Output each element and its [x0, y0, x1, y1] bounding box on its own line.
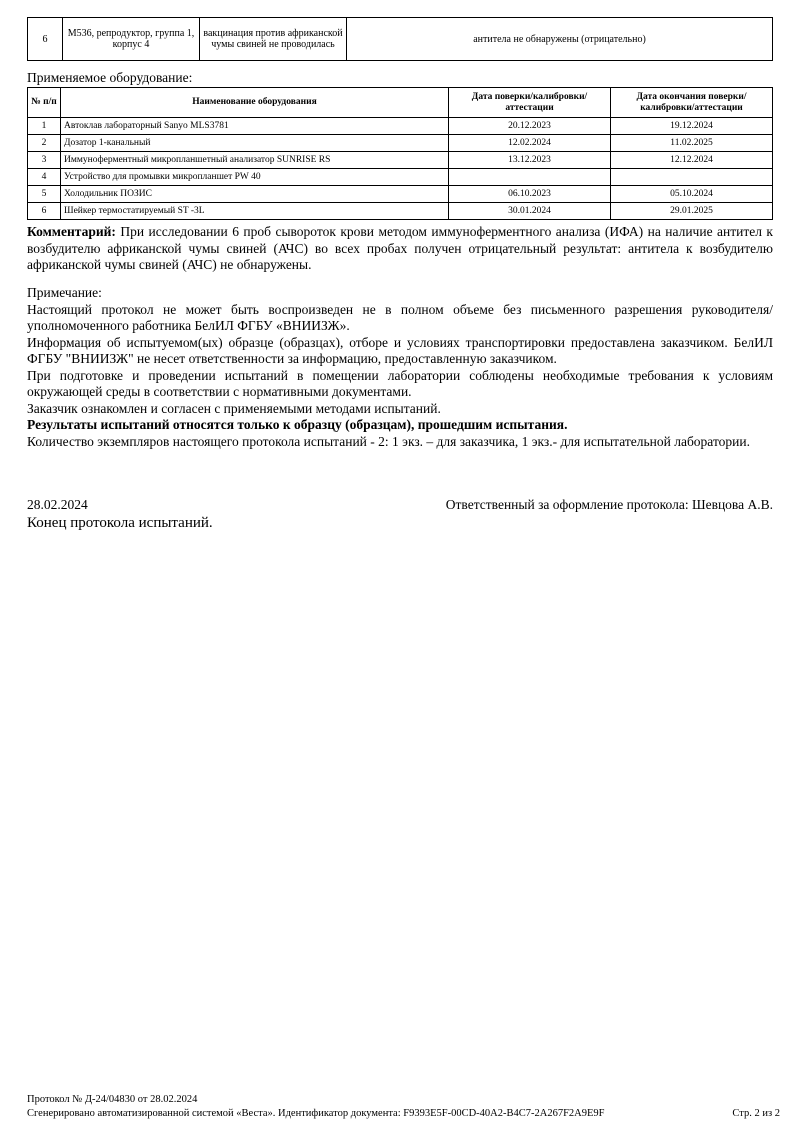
- page-number: Стр. 2 из 2: [732, 1108, 780, 1119]
- sample-name: М536, репродуктор, группа 1, корпус 4: [63, 18, 200, 61]
- equipment-name: Автоклав лабораторный Sanyo MLS3781: [61, 118, 449, 135]
- header-check-date: Дата поверки/калибровки/аттестации: [449, 88, 611, 118]
- header-num: № п/п: [28, 88, 61, 118]
- note-environment: При подготовке и проведении испытаний в помещении лаборатории соблюдены необходимые требования к условиям окружающей среды в соответствии с нормативными документами.: [27, 367, 773, 399]
- signature-date: 28.02.2024: [27, 497, 88, 512]
- header-name: Наименование оборудования: [61, 88, 449, 118]
- table-row: [28, 152, 773, 169]
- equipment-name: Устройство для промывки микропланшет PW 40: [61, 169, 449, 186]
- equipment-num: 5: [28, 186, 61, 203]
- equipment-end-date: 05.10.2024: [611, 186, 773, 203]
- test-result: антитела не обнаружены (отрицательно): [347, 18, 773, 61]
- equipment-end-date: 12.12.2024: [611, 152, 773, 169]
- result-table: [27, 17, 773, 61]
- equipment-header-row: [28, 88, 773, 118]
- end-of-protocol: Конец протокола испытаний.: [27, 515, 213, 531]
- equipment-num: 4: [28, 169, 61, 186]
- note-methods: Заказчик ознакомлен и согласен с применяемыми методами испытаний.: [27, 400, 441, 416]
- table-row: [28, 18, 773, 61]
- table-row: [28, 135, 773, 152]
- equipment-end-date: 19.12.2024: [611, 118, 773, 135]
- equipment-num: 6: [28, 203, 61, 220]
- equipment-check-date: 12.02.2024: [449, 135, 611, 152]
- equipment-table: [27, 87, 773, 220]
- sample-number: 6: [28, 18, 63, 61]
- equipment-name: Холодильник ПОЗИС: [61, 186, 449, 203]
- equipment-end-date: 29.01.2025: [611, 203, 773, 220]
- equipment-check-date: 13.12.2023: [449, 152, 611, 169]
- note-sample-info: Информация об испытуемом(ых) образце (образцах), отборе и условиях транспортировки предоставлена заказчиком. БелИЛ ФГБУ "ВНИИЗЖ" не несет ответственности за информацию, предоставленную заказчиком.: [27, 334, 773, 366]
- equipment-num: 1: [28, 118, 61, 135]
- equipment-check-date: [449, 169, 611, 186]
- equipment-name: Дозатор 1-канальный: [61, 135, 449, 152]
- equipment-check-date: 06.10.2023: [449, 186, 611, 203]
- equipment-num: 3: [28, 152, 61, 169]
- vaccination-status: вакцинация против африканской чумы свиней не проводилась: [200, 18, 347, 61]
- comment: [27, 224, 773, 274]
- note-results-scope: Результаты испытаний относятся только к образцу (образцам), прошедшим испытания.: [27, 417, 568, 432]
- comment-label: Комментарий:: [27, 224, 116, 239]
- responsible-person: Ответственный за оформление протокола: Шевцова А.В.: [445, 497, 773, 512]
- equipment-check-date: 30.01.2024: [449, 203, 611, 220]
- equipment-name: Шейкер термостатируемый ST -3L: [61, 203, 449, 220]
- table-row: [28, 118, 773, 135]
- footer-generated: Сгенерировано автоматизированной системой «Веста». Идентификатор документа: F9393E5F-00CD-40A2-B4C7-2A267F2A9E9F: [27, 1108, 605, 1119]
- notes-title: Примечание:: [27, 285, 102, 300]
- note-copies: Количество экземпляров настоящего протокола испытаний - 2: 1 экз. – для заказчика, 1 экз.- для испытательной лаборатории.: [27, 433, 750, 449]
- footer-protocol: Протокол № Д-24/04830 от 28.02.2024: [27, 1094, 198, 1105]
- header-end-date: Дата окончания поверки/калибровки/аттестации: [611, 88, 773, 118]
- page-footer: [27, 1093, 780, 1121]
- equipment-check-date: 20.12.2023: [449, 118, 611, 135]
- notes: [27, 285, 773, 450]
- table-row: [28, 169, 773, 186]
- comment-text: При исследовании 6 проб сывороток крови методом иммуноферментного анализа (ИФА) на наличие антител к возбудителю африканской чумы свиней (АЧС) во всех пробах получен отрицательный результат: антитела к возбудителю африканской чумы свиней (АЧС) не обнаружены.: [27, 224, 773, 272]
- equipment-title: Применяемое оборудование:: [27, 70, 193, 85]
- equipment-name: Иммуноферментный микропланшетный анализатор SUNRISE RS: [61, 152, 449, 169]
- table-row: [28, 203, 773, 220]
- table-row: [28, 186, 773, 203]
- equipment-num: 2: [28, 135, 61, 152]
- equipment-end-date: 11.02.2025: [611, 135, 773, 152]
- equipment-end-date: [611, 169, 773, 186]
- note-reproduction: Настоящий протокол не может быть воспроизведен не в полном объеме без письменного разрешения руководителя/уполномоченного работника БелИЛ ФГБУ «ВНИИЗЖ».: [27, 301, 773, 333]
